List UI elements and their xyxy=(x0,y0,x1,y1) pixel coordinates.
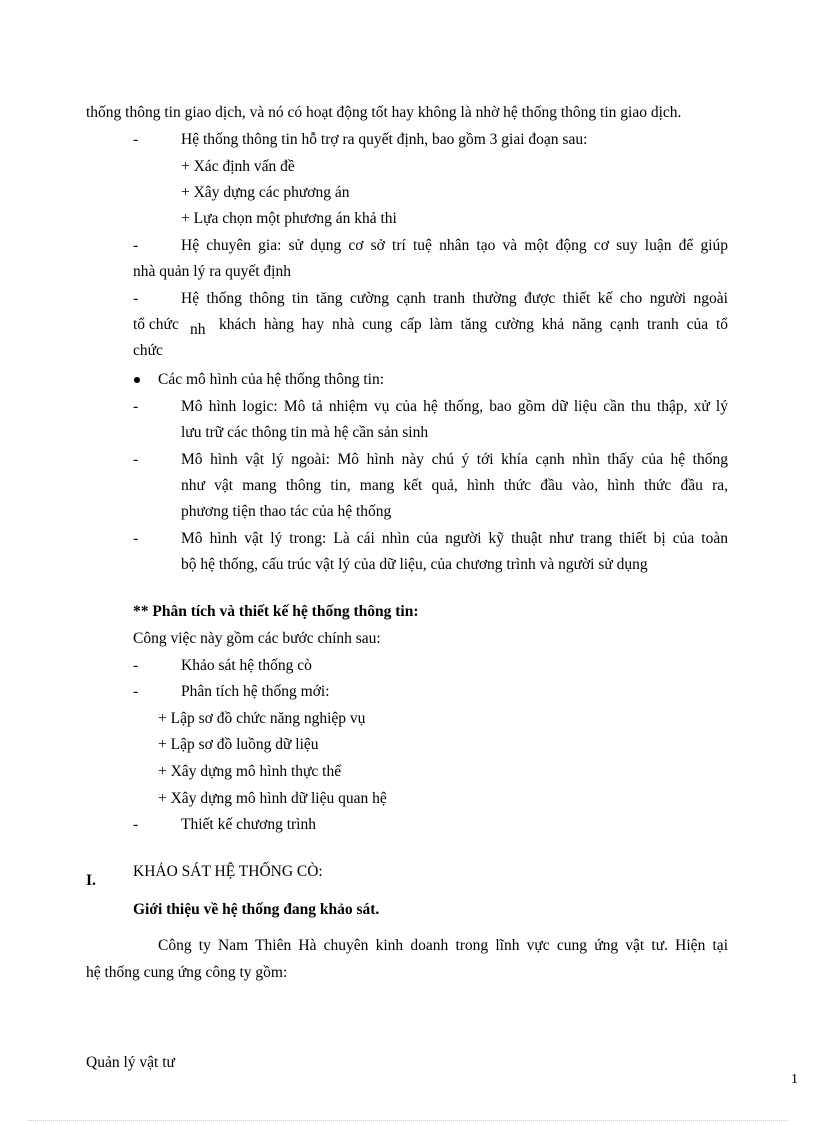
list-item: Thiết kế chương trình xyxy=(181,816,316,833)
text-line: lưu trữ các thông tin mà hệ cần sản sinh xyxy=(181,424,429,441)
sub-list-item: + Lập sơ đồ chức năng nghiệp vụ xyxy=(158,710,366,727)
list-item: Hệ chuyên gia: sử dụng cơ sở trí tuệ nhân tạo và một động cơ suy luận để giúp xyxy=(181,237,728,254)
dash-marker: - xyxy=(133,237,139,254)
stray-text: nh xyxy=(190,321,206,338)
section-number: I. xyxy=(86,872,96,889)
list-item: Hệ thống thông tin hỗ trợ ra quyết định, bao gồm 3 giai đoạn sau: xyxy=(181,131,588,148)
list-item: Mô hình vật lý ngoài: Mô hình này chú ý tới khía cạnh nhìn thấy của hệ thống xyxy=(181,451,728,468)
list-item: Mô hình logic: Mô tả nhiệm vụ của hệ thống, bao gồm dữ liệu cần thu thập, xử lý xyxy=(181,398,728,415)
diagram-label: Quản lý vật tư xyxy=(86,1054,175,1071)
section-heading: ** Phân tích và thiết kế hệ thống thông tin: xyxy=(133,603,419,620)
list-item: Hệ thống thông tin tăng cường cạnh tranh thường được thiết kế cho người ngoài xyxy=(181,290,728,307)
text-line: khách hàng hay nhà cung cấp làm tăng cường khả năng cạnh tranh của tổ xyxy=(219,316,728,333)
dash-marker: - xyxy=(133,530,139,547)
text-line: Công việc này gồm các bước chính sau: xyxy=(133,630,381,647)
dash-marker: - xyxy=(133,131,139,148)
sub-list-item: + Lập sơ đồ luồng dữ liệu xyxy=(158,736,319,753)
sub-list-item: + Xác định vấn đề xyxy=(181,158,295,175)
list-item: Khảo sát hệ thống cò xyxy=(181,657,312,674)
dash-marker: - xyxy=(133,290,139,307)
text-line: tổ chức xyxy=(133,316,179,333)
sub-list-item: + Xây dựng các phương án xyxy=(181,184,350,201)
bullet-icon xyxy=(134,377,140,383)
paragraph-line: hệ thống cung ứng công ty gồm: xyxy=(86,964,288,981)
dash-marker: - xyxy=(133,816,139,833)
dash-marker: - xyxy=(133,398,139,415)
section-title: KHẢO SÁT HỆ THỐNG CÒ: xyxy=(133,863,323,880)
page-number: 1 xyxy=(791,1072,798,1087)
sub-list-item: + Xây dựng mô hình dữ liệu quan hệ xyxy=(158,790,387,807)
sub-list-item: + Xây dựng mô hình thực thể xyxy=(158,763,342,780)
text-line: phương tiện thao tác của hệ thống xyxy=(181,503,392,520)
dash-marker: - xyxy=(133,683,139,700)
text-line: như vật mang thông tin, mang kết quả, hình thức đầu vào, hình thức đầu ra, xyxy=(181,477,728,494)
text-line: chức xyxy=(133,342,163,359)
dash-marker: - xyxy=(133,657,139,674)
text-line: bộ hệ thống, cấu trúc vật lý của dữ liệu, của chương trình và người sử dụng xyxy=(181,556,648,573)
subsection-heading: Giới thiệu về hệ thống đang khảo sát. xyxy=(133,901,380,918)
list-item: Phân tích hệ thống mới: xyxy=(181,683,330,700)
text-line: nhà quản lý ra quyết định xyxy=(133,263,291,280)
dash-marker: - xyxy=(133,451,139,468)
paragraph-line: Công ty Nam Thiên Hà chuyên kinh doanh trong lĩnh vực cung ứng vật tư. Hiện tại xyxy=(158,937,728,954)
list-item: Mô hình vật lý trong: Là cái nhìn của người kỹ thuật như trang thiết bị của toàn xyxy=(181,530,728,547)
sub-list-item: + Lựa chọn một phương án khả thi xyxy=(181,210,397,227)
text-line: thống thông tin giao dịch, và nó có hoạt động tốt hay không là nhờ hệ thống thông tin giao dịch. xyxy=(86,104,682,121)
page-divider xyxy=(28,1120,788,1121)
list-item: Các mô hình của hệ thống thông tin: xyxy=(158,371,385,388)
